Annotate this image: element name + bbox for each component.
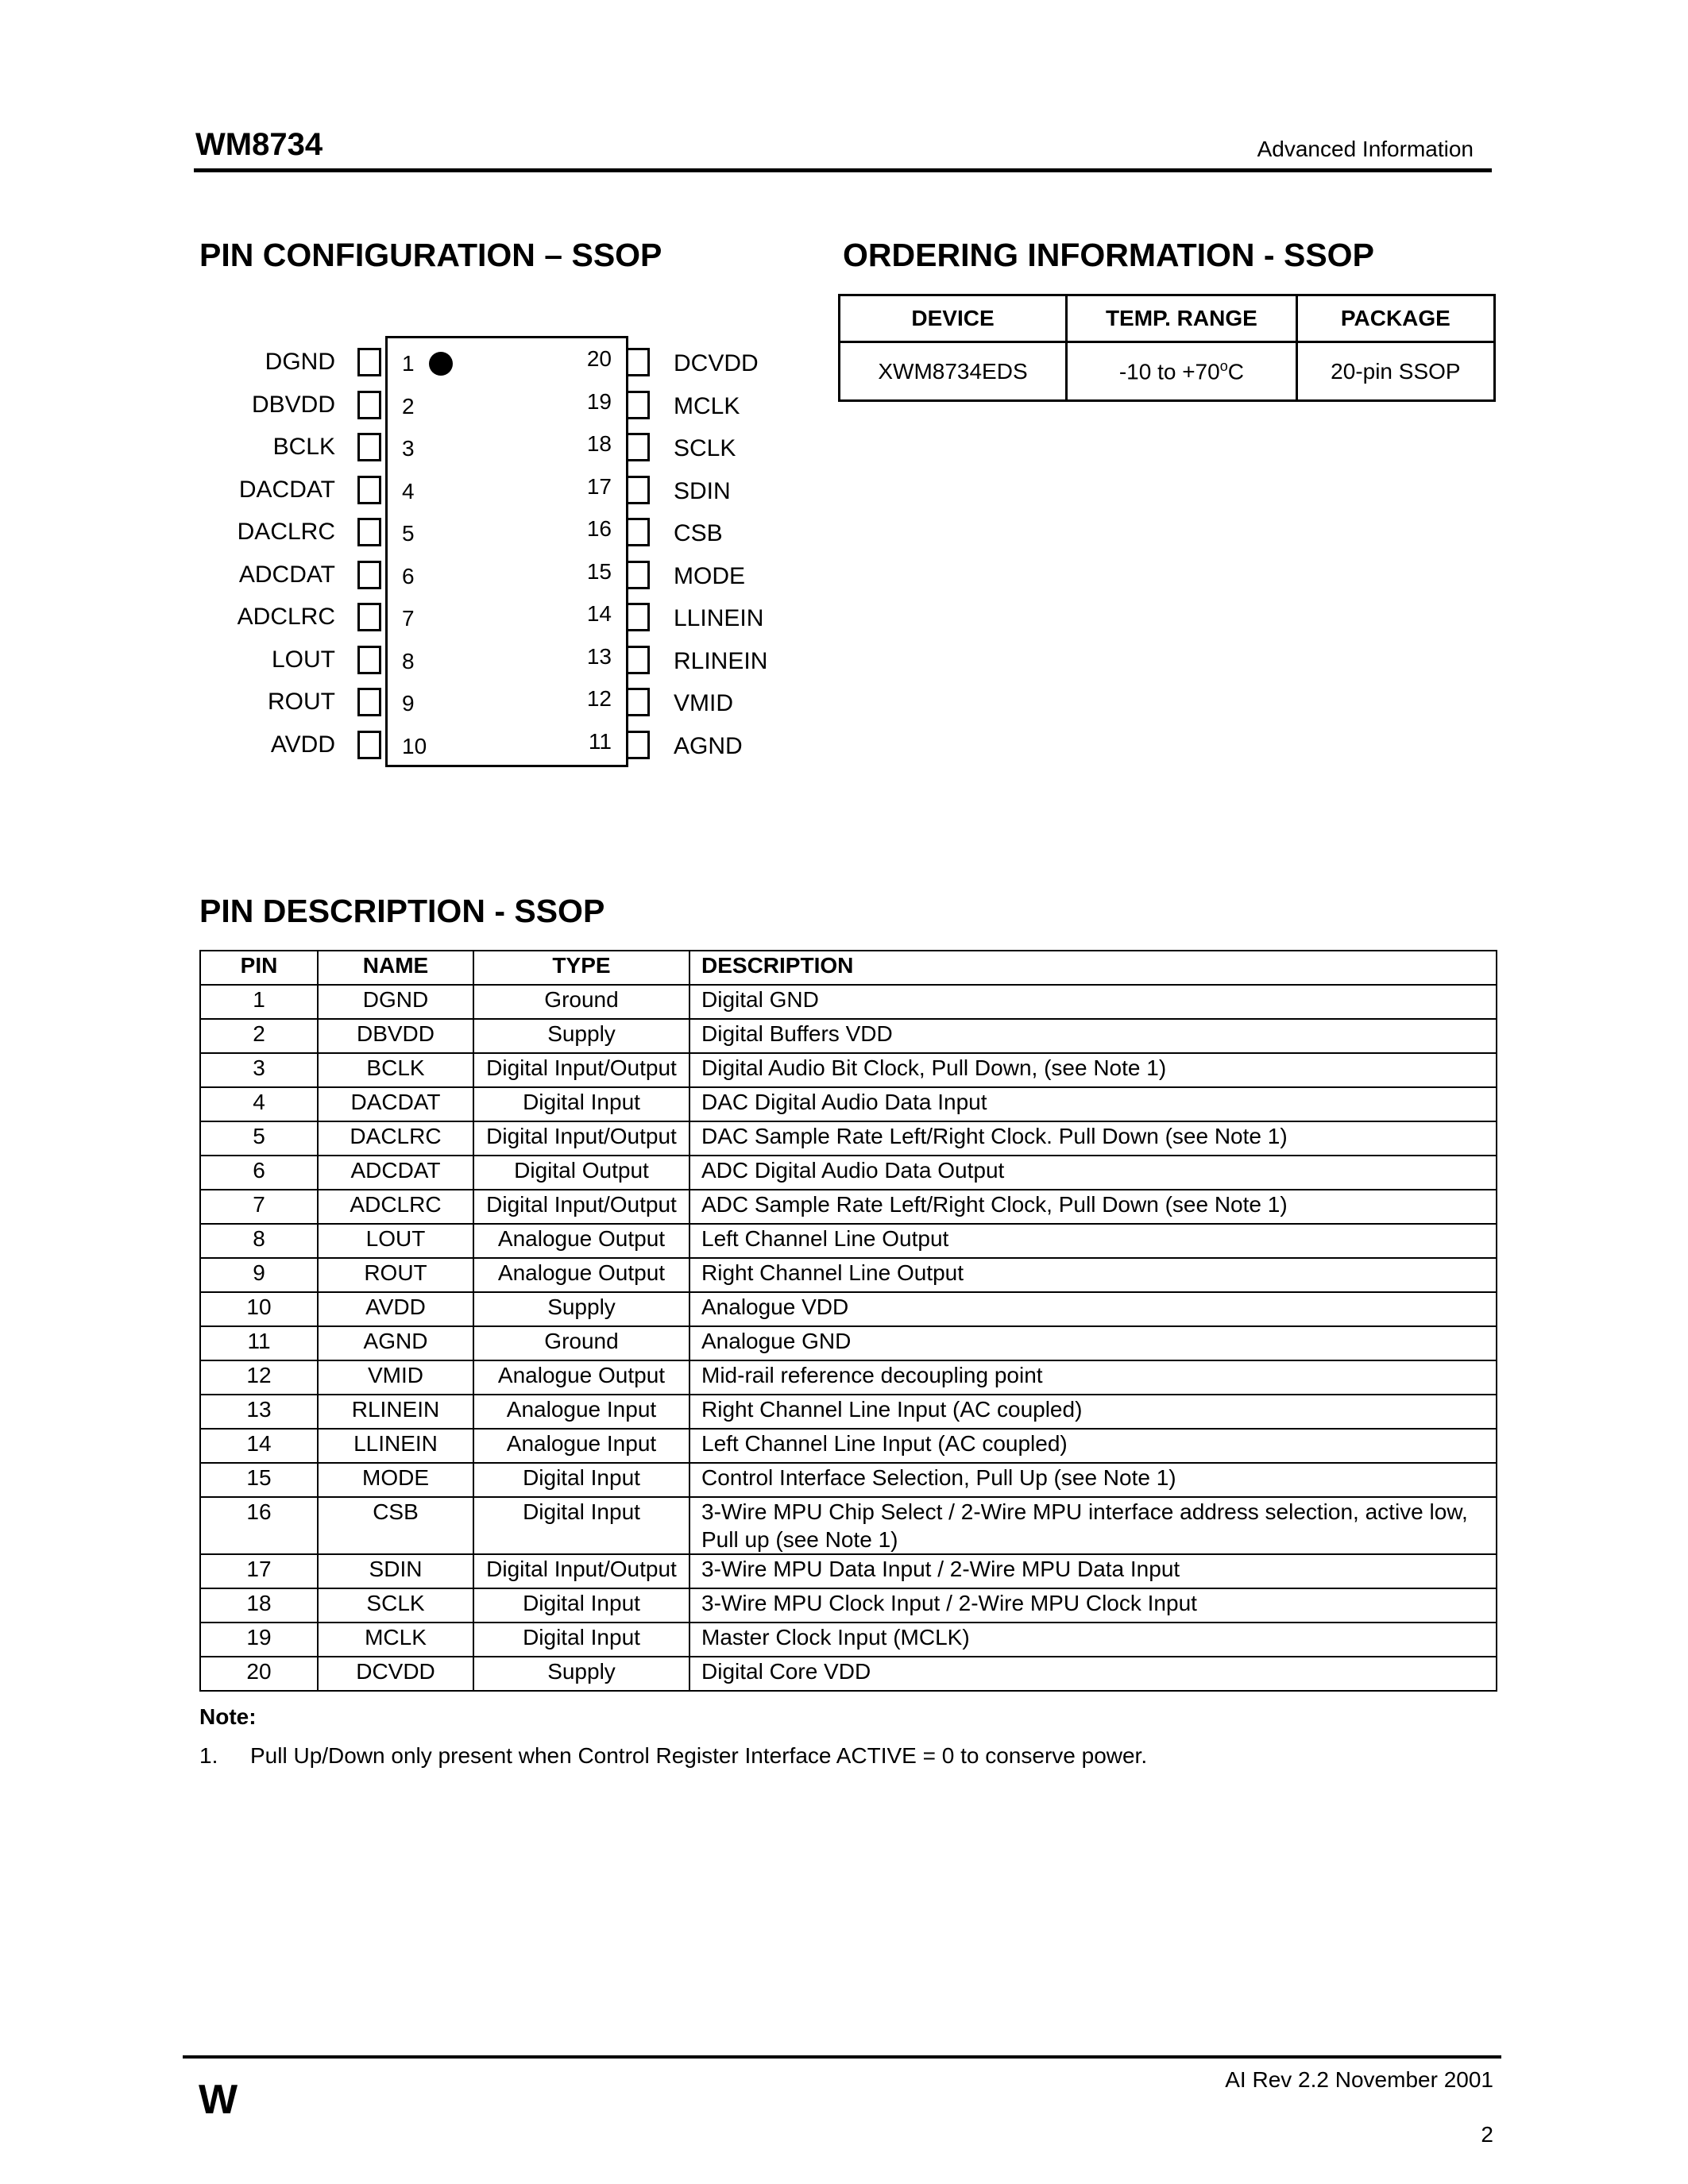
table-row xyxy=(200,1554,1497,1588)
pin-name-cell: RLINEIN xyxy=(318,1395,473,1429)
pin-number-right: 11 xyxy=(588,728,612,754)
pin-type-cell: Digital Input/Output xyxy=(473,1190,689,1224)
pin-type-cell: Digital Input xyxy=(473,1497,689,1554)
pin-number-right: 14 xyxy=(586,601,612,626)
pin-number-right: 17 xyxy=(586,473,612,499)
pin-description-cell: Analogue GND xyxy=(689,1326,1497,1360)
pin-number-left: 7 xyxy=(402,606,415,631)
pin-name-cell: SDIN xyxy=(318,1554,473,1588)
pin-box-right xyxy=(626,348,650,376)
pin-label-right: VMID xyxy=(674,690,733,716)
table-row xyxy=(200,1463,1497,1497)
pin-number-left: 10 xyxy=(402,733,427,758)
table-row xyxy=(200,1657,1497,1691)
pin-label-left: BCLK xyxy=(272,434,335,460)
pin-number-cell: 12 xyxy=(200,1360,318,1395)
pin-box-right xyxy=(626,561,650,589)
pin-box-left xyxy=(357,348,381,376)
pin-description-cell: Digital GND xyxy=(689,985,1497,1019)
pin-box-left xyxy=(357,561,381,589)
pin-type-cell: Digital Input xyxy=(473,1463,689,1497)
pin-box-right xyxy=(626,433,650,461)
pin-description-cell: Digital Core VDD xyxy=(689,1657,1497,1691)
pin-number-right: 12 xyxy=(586,686,612,711)
ordering-temp-range: -10 to +70 xyxy=(1118,359,1220,384)
pin-description-cell: DAC Sample Rate Left/Right Clock. Pull Down (see Note 1) xyxy=(689,1121,1497,1156)
pin-number-cell: 7 xyxy=(200,1190,318,1224)
table-row xyxy=(200,1224,1497,1258)
pin-number-left: 4 xyxy=(402,478,415,504)
pin-label-right: MODE xyxy=(674,562,745,589)
pin-label-left: LOUT xyxy=(271,646,335,673)
pin-number-cell: 13 xyxy=(200,1395,318,1429)
pin-description-cell: 3-Wire MPU Chip Select / 2-Wire MPU interface address selection, active low, Pull up (see Note 1) xyxy=(689,1497,1497,1554)
pin-type-cell: Ground xyxy=(473,1326,689,1360)
pin-number-cell: 9 xyxy=(200,1258,318,1292)
pin-type-cell: Analogue Output xyxy=(473,1258,689,1292)
pin-number-left: 9 xyxy=(402,691,415,716)
pin-description-cell: Control Interface Selection, Pull Up (see Note 1) xyxy=(689,1463,1497,1497)
pin-number-cell: 4 xyxy=(200,1087,318,1121)
pin-number-left: 5 xyxy=(402,521,415,546)
note-item xyxy=(199,1743,1147,1769)
pin-number-left: 3 xyxy=(402,436,415,461)
header-name: NAME xyxy=(318,951,473,985)
pin-description-cell: DAC Digital Audio Data Input xyxy=(689,1087,1497,1121)
ordering-title: ORDERING INFORMATION - SSOP xyxy=(843,237,1374,273)
pin-box-left xyxy=(357,433,381,461)
footer-page-number: 2 xyxy=(1481,2122,1493,2147)
pin-number-cell: 11 xyxy=(200,1326,318,1360)
table-row xyxy=(200,1395,1497,1429)
pin-name-cell: MODE xyxy=(318,1463,473,1497)
pin-number-right: 18 xyxy=(586,431,612,456)
pin-description-cell: ADC Digital Audio Data Output xyxy=(689,1156,1497,1190)
pin-description-cell: Analogue VDD xyxy=(689,1292,1497,1326)
pin-label-left: DBVDD xyxy=(251,391,335,418)
table-row xyxy=(200,1087,1497,1121)
pin-name-cell: CSB xyxy=(318,1497,473,1554)
pin-config-title: PIN CONFIGURATION – SSOP xyxy=(199,237,662,273)
pin-number-cell: 16 xyxy=(200,1497,318,1554)
ordering-header-package: PACKAGE xyxy=(1296,295,1494,342)
table-row xyxy=(200,1053,1497,1087)
footer-rule xyxy=(183,2055,1501,2059)
pin-name-cell: BCLK xyxy=(318,1053,473,1087)
pin-name-cell: MCLK xyxy=(318,1623,473,1657)
pin-box-right xyxy=(626,646,650,674)
pin-number-cell: 8 xyxy=(200,1224,318,1258)
pin-label-right: CSB xyxy=(674,520,723,546)
pin-box-left xyxy=(357,603,381,631)
pin-description-cell: Right Channel Line Output xyxy=(689,1258,1497,1292)
pin-name-cell: DACDAT xyxy=(318,1087,473,1121)
pin-number-left: 1 xyxy=(402,351,415,376)
header-description: DESCRIPTION xyxy=(689,951,1497,985)
pin-description-cell: Digital Buffers VDD xyxy=(689,1019,1497,1053)
pin-description-body xyxy=(200,985,1497,1691)
ordering-header-row xyxy=(840,295,1495,342)
pin-type-cell: Supply xyxy=(473,1657,689,1691)
pin-box-left xyxy=(357,731,381,759)
pin1-marker xyxy=(429,352,453,376)
table-row xyxy=(200,1258,1497,1292)
pin-description-title: PIN DESCRIPTION - SSOP xyxy=(199,893,605,929)
pin-number-cell: 20 xyxy=(200,1657,318,1691)
ordering-table xyxy=(838,294,1496,402)
pin-type-cell: Digital Input/Output xyxy=(473,1121,689,1156)
table-row xyxy=(200,1429,1497,1463)
pin-name-cell: AVDD xyxy=(318,1292,473,1326)
table-row xyxy=(200,1121,1497,1156)
pin-description-table xyxy=(199,950,1497,1692)
pin-number-right: 19 xyxy=(586,388,612,414)
pin-type-cell: Digital Input/Output xyxy=(473,1554,689,1588)
pin-description-cell: 3-Wire MPU Clock Input / 2-Wire MPU Clock Input xyxy=(689,1588,1497,1623)
pin-type-cell: Supply xyxy=(473,1019,689,1053)
table-row xyxy=(200,1019,1497,1053)
ordering-row xyxy=(840,342,1495,401)
pin-number-left: 6 xyxy=(402,563,415,588)
pin-number-left: 8 xyxy=(402,648,415,673)
pin-type-cell: Digital Input/Output xyxy=(473,1053,689,1087)
pin-description-cell: ADC Sample Rate Left/Right Clock, Pull Down (see Note 1) xyxy=(689,1190,1497,1224)
pin-number-cell: 5 xyxy=(200,1121,318,1156)
document-title: WM8734 xyxy=(195,127,323,162)
pin-type-cell: Digital Input xyxy=(473,1087,689,1121)
pin-name-cell: ROUT xyxy=(318,1258,473,1292)
pin-name-cell: ADCDAT xyxy=(318,1156,473,1190)
pin-number-right: 15 xyxy=(586,558,612,584)
pin-box-right xyxy=(626,603,650,631)
pin-name-cell: DBVDD xyxy=(318,1019,473,1053)
table-row xyxy=(200,1292,1497,1326)
pin-label-right: AGND xyxy=(674,732,743,759)
pin-number-left: 2 xyxy=(402,393,415,419)
pin-number-cell: 3 xyxy=(200,1053,318,1087)
header-rule xyxy=(194,168,1492,172)
pin-label-right: SDIN xyxy=(674,477,731,504)
pin-type-cell: Analogue Output xyxy=(473,1360,689,1395)
pin-description-cell: Digital Audio Bit Clock, Pull Down, (see Note 1) xyxy=(689,1053,1497,1087)
pin-name-cell: VMID xyxy=(318,1360,473,1395)
pin-box-left xyxy=(357,646,381,674)
pin-name-cell: ADCLRC xyxy=(318,1190,473,1224)
pin-box-right xyxy=(626,476,650,504)
table-row xyxy=(200,1497,1497,1554)
pin-name-cell: DACLRC xyxy=(318,1121,473,1156)
pin-number-right: 20 xyxy=(586,346,612,371)
pin-number-cell: 15 xyxy=(200,1463,318,1497)
pin-type-cell: Supply xyxy=(473,1292,689,1326)
pin-box-left xyxy=(357,518,381,546)
pin-box-left xyxy=(357,391,381,419)
pin-number-right: 16 xyxy=(586,516,612,541)
pin-box-right xyxy=(626,688,650,716)
pin-name-cell: DCVDD xyxy=(318,1657,473,1691)
ordering-temp xyxy=(1067,342,1297,401)
ordering-temp-degree: o xyxy=(1219,357,1228,374)
pin-type-cell: Analogue Output xyxy=(473,1224,689,1258)
ordering-package: 20-pin SSOP xyxy=(1296,342,1494,401)
pin-number-cell: 19 xyxy=(200,1623,318,1657)
table-row xyxy=(200,1190,1497,1224)
table-row xyxy=(200,1623,1497,1657)
note-heading: Note: xyxy=(199,1704,257,1729)
note-number: 1. xyxy=(199,1743,218,1768)
pin-description-cell: 3-Wire MPU Data Input / 2-Wire MPU Data Input xyxy=(689,1554,1497,1588)
table-row xyxy=(200,1588,1497,1623)
pin-box-left xyxy=(357,476,381,504)
pin-label-right: RLINEIN xyxy=(674,647,768,674)
pin-number-right: 13 xyxy=(586,643,612,669)
pin-type-cell: Analogue Input xyxy=(473,1429,689,1463)
pin-description-cell: Right Channel Line Input (AC coupled) xyxy=(689,1395,1497,1429)
pin-name-cell: DGND xyxy=(318,985,473,1019)
pin-box-right xyxy=(626,731,650,759)
table-row xyxy=(200,985,1497,1019)
pin-description-header-row xyxy=(200,951,1497,985)
footer-logo: W xyxy=(199,2077,238,2123)
pin-type-cell: Digital Input xyxy=(473,1588,689,1623)
pin-description-cell: Left Channel Line Output xyxy=(689,1224,1497,1258)
pin-type-cell: Digital Input xyxy=(473,1623,689,1657)
pin-label-left: ADCDAT xyxy=(238,561,335,588)
pin-number-cell: 18 xyxy=(200,1588,318,1623)
pin-box-right xyxy=(626,518,650,546)
pin-label-left: DACDAT xyxy=(238,476,335,503)
ordering-device: XWM8734EDS xyxy=(840,342,1067,401)
pin-label-right: DCVDD xyxy=(674,350,759,376)
pin-label-left: AVDD xyxy=(270,731,335,758)
pin-label-left: ROUT xyxy=(268,689,335,715)
pin-name-cell: SCLK xyxy=(318,1588,473,1623)
table-row xyxy=(200,1360,1497,1395)
pin-number-cell: 10 xyxy=(200,1292,318,1326)
document-status: Advanced Information xyxy=(1257,137,1474,161)
pin-number-cell: 2 xyxy=(200,1019,318,1053)
pin-number-cell: 17 xyxy=(200,1554,318,1588)
pin-description-cell: Mid-rail reference decoupling point xyxy=(689,1360,1497,1395)
pin-label-left: ADCLRC xyxy=(237,604,335,630)
header-type: TYPE xyxy=(473,951,689,985)
table-row xyxy=(200,1156,1497,1190)
pin-label-right: LLINEIN xyxy=(674,605,764,631)
pin-name-cell: LLINEIN xyxy=(318,1429,473,1463)
pin-number-cell: 14 xyxy=(200,1429,318,1463)
footer-revision: AI Rev 2.2 November 2001 xyxy=(1225,2067,1493,2092)
note-text: Pull Up/Down only present when Control Register Interface ACTIVE = 0 to conserve power. xyxy=(250,1743,1148,1768)
header-pin: PIN xyxy=(200,951,318,985)
pin-number-cell: 1 xyxy=(200,985,318,1019)
pin-type-cell: Analogue Input xyxy=(473,1395,689,1429)
pin-type-cell: Ground xyxy=(473,985,689,1019)
ordering-header-device: DEVICE xyxy=(840,295,1067,342)
pin-number-cell: 6 xyxy=(200,1156,318,1190)
pin-description-cell: Left Channel Line Input (AC coupled) xyxy=(689,1429,1497,1463)
ordering-temp-unit: C xyxy=(1227,359,1244,384)
pin-name-cell: LOUT xyxy=(318,1224,473,1258)
table-row xyxy=(200,1326,1497,1360)
ordering-header-temp: TEMP. RANGE xyxy=(1067,295,1297,342)
pin-name-cell: AGND xyxy=(318,1326,473,1360)
pin-label-right: MCLK xyxy=(674,392,740,419)
pin-label-right: SCLK xyxy=(674,435,736,461)
pin-label-left: DACLRC xyxy=(237,519,335,545)
pin-box-left xyxy=(357,688,381,716)
pin-type-cell: Digital Output xyxy=(473,1156,689,1190)
pin-box-right xyxy=(626,391,650,419)
pin-description-cell: Master Clock Input (MCLK) xyxy=(689,1623,1497,1657)
pin-label-left: DGND xyxy=(265,349,335,375)
